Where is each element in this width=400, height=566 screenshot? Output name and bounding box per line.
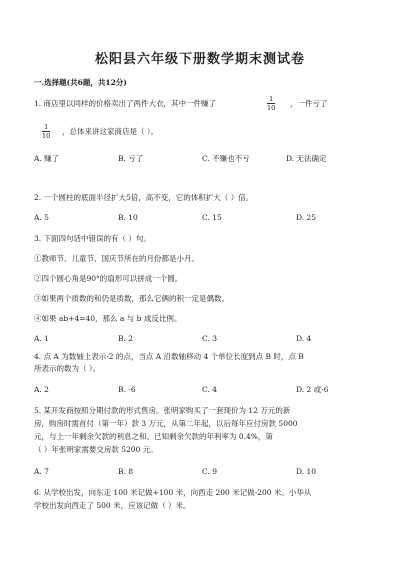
question-1-part-c: ，总体来讲这家商店是（ ）。 [62,127,159,136]
question-3-text: 3. 下面四句话中错误的有（ ）句。 [34,234,151,243]
option-a[interactable]: A. 1 [34,334,49,343]
option-c[interactable]: C. 15 [202,213,222,222]
question-1-text [34,99,216,109]
fraction-one-tenth [42,123,50,140]
fraction-denominator: 10 [42,132,51,140]
fraction-one-tenth [267,95,275,112]
question-5-line-3: 元，与上一年剩余欠款的利息之和。已知剩余欠款的年利率为 0.4%，第 [34,432,273,441]
question-1-part-a: 1. 商店里以同样的价格卖出了两件大衣，其中一件赚了 [34,99,217,108]
option-b[interactable]: B. 8 [118,467,134,476]
question-6-line-1: 6. 从学校出发，向东走 100 米记做+100 米，向西走 200 米记做-200 米。小华从 [34,488,312,497]
option-c[interactable]: C. 3 [202,334,218,343]
option-c[interactable]: C. 不赚也不亏 [202,154,250,163]
fraction-denominator: 10 [267,104,276,112]
option-d[interactable]: D. 无法确定 [286,154,327,163]
option-d[interactable]: D. 10 [296,467,317,476]
page-title: 松阳县六年级下册数学期末测试卷 [94,52,305,67]
option-b[interactable]: B. 2 [118,334,134,343]
option-d[interactable]: D. 4 [296,334,312,343]
fraction-numerator: 1 [267,95,275,104]
question-4-line-1: 4. 点 A 为数轴上表示-2 的点，当点 A 沿数轴移动 4 个单位长度到点 B 时，点 B [34,352,304,361]
option-a[interactable]: A. 5 [34,213,49,222]
question-4-line-2: 所表示的数为（ ）。 [34,364,101,373]
statement-3: ③如果两个质数的和仍是质数，那么它俩的积一定是偶数。 [34,294,229,303]
question-2-text: 2. 一个圆柱的底面半径扩大5倍，高不变，它的体积扩大（ ）倍。 [34,193,254,202]
question-6-line-2: 学校出发向西走了 500 米，应该记做（ ）米。 [34,501,191,510]
option-b[interactable]: B. 10 [118,213,138,222]
option-a[interactable]: A. 赚了 [34,154,60,163]
option-d[interactable]: D. 2 或-6 [296,385,329,394]
section-heading: 一.选择题(共6题，共12分) [34,78,127,87]
question-5-line-2: 房，购房时需首付（第一年）款 3 万元，从第二年起，以后每年应付房款 5000 [34,419,298,428]
option-c[interactable]: C. 4 [202,385,218,394]
statement-1: ①教师节、儿童节、国庆节所在的月份都是小月。 [34,254,199,263]
question-1-part-b: ，一件亏了 [290,99,328,108]
question-5-line-4: （ ）年张明家需要交房款 5200 元。 [34,445,158,454]
statement-2: ②四个圆心角是90°的扇形可以拼成一个圆。 [34,274,183,283]
fraction-numerator: 1 [42,123,50,132]
option-d[interactable]: D. 25 [296,213,317,222]
question-5-line-1: 5. 某开发商按照分期付款的形式售房。张明家购买了一套现价为 12 万元的新 [34,406,291,415]
option-c[interactable]: C. 9 [202,467,218,476]
statement-4: ④如果 ab+4=40，那么 a 与 b 成反比例。 [34,314,182,323]
option-a[interactable]: A. 2 [34,385,49,394]
option-a[interactable]: A. 7 [34,467,49,476]
option-b[interactable]: B. 亏了 [118,154,144,163]
option-b[interactable]: B. -6 [118,385,136,394]
